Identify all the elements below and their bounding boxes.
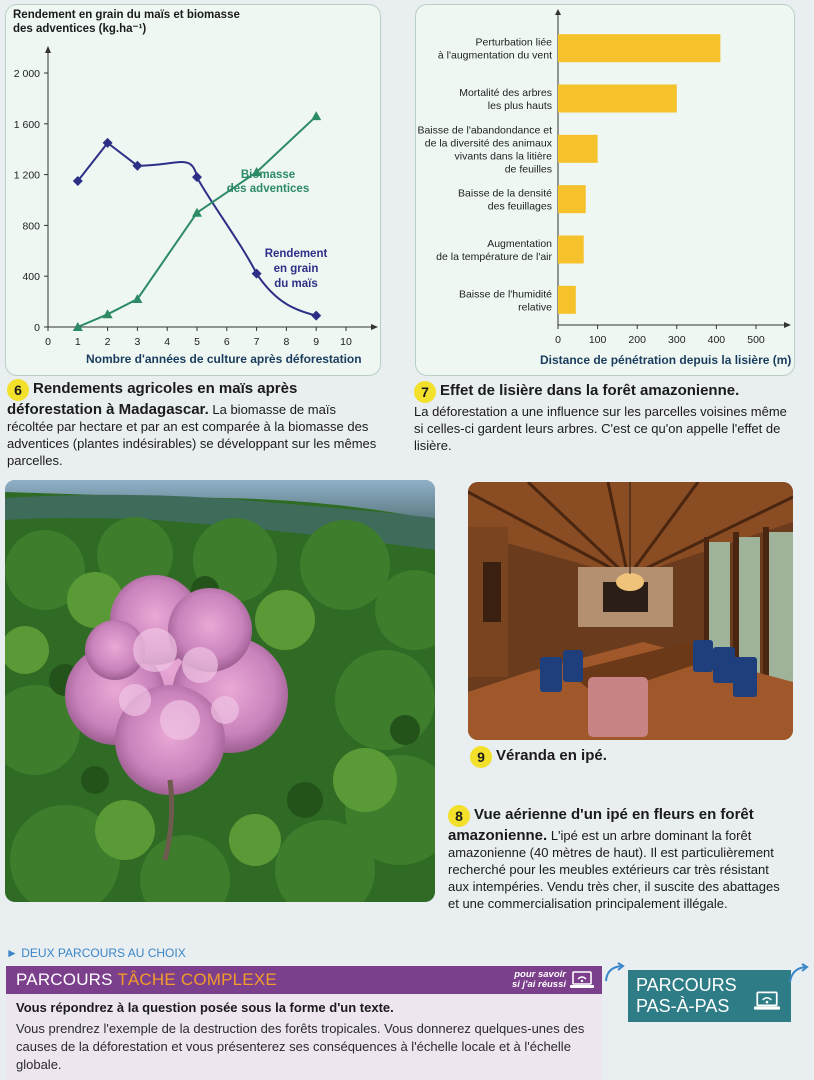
x-tick-label: 3 [134, 336, 141, 348]
x-tick-label: 7 [253, 336, 260, 348]
bar [558, 185, 586, 213]
y-axis-arrow [555, 9, 561, 15]
x-tick-label: 10 [340, 336, 352, 348]
y-axis-arrow [45, 46, 51, 53]
category-label: de feuilles [504, 163, 552, 176]
doc7-body: La déforestation a une influence sur les parcelles voisines même si celles-ci gardent leurs arbres. C'est ce qu'on appelle l'effet de lisière. [414, 404, 787, 453]
category-label: Baisse de l'abandondance et [417, 124, 552, 137]
category-label: Augmentation [487, 238, 552, 250]
x-tick-label: 500 [747, 334, 765, 346]
x-axis-arrow [784, 322, 791, 328]
x-tick-label: 9 [313, 336, 320, 348]
data-point-biomasse [103, 309, 113, 318]
series-label-rendement: en grain [273, 263, 319, 275]
x-axis-arrow [371, 324, 378, 330]
category-label: Baisse de l'humidité [458, 288, 552, 301]
category-label: les plus hauts [487, 100, 552, 112]
bar [558, 85, 677, 113]
category-label: Perturbation liée [475, 36, 552, 49]
series-label-rendement: du maïs [274, 278, 318, 290]
doc6-body: La biomasse de maïs récoltée par hectare et par an est comparée à la biomasse des adventices (plantes indésirables) se développant sur les mêmes parcelles. [7, 402, 377, 468]
series-label-biomasse: Biomasse [240, 169, 296, 181]
series-label-biomasse: des adventices [226, 183, 310, 195]
x-tick-label: 200 [628, 334, 646, 346]
veranda-photo [468, 482, 793, 740]
doc8-body: L'ipé est un arbre dominant la forêt amazonienne (40 mètres de haut). Il est particulièrement recherché pour les meubles extérieurs car très résistant aux intempéries. Vendu très cher, il suscite des abattages et une commercialisation principalement illégale. [448, 828, 780, 911]
doc6-caption [7, 379, 379, 469]
y-axis-label-line2: des adventices (kg.ha⁻¹) [13, 23, 147, 35]
edge-effect-chart [416, 5, 794, 375]
doc6-chart-panel [5, 4, 381, 376]
ipe-aerial-photo [5, 480, 435, 902]
series-label-rendement: Rendement [264, 248, 328, 260]
bar [558, 34, 720, 62]
deux-parcours-text: DEUX PARCOURS AU CHOIX [21, 946, 186, 960]
tache-complexe-label [16, 970, 277, 990]
pas-a-pas-line2: PAS-À-PAS [636, 996, 730, 1016]
pour-savoir-line1: pour savoir [514, 969, 566, 980]
bar [558, 236, 584, 264]
y-tick-label: 800 [22, 220, 40, 233]
tache-complexe-content [6, 994, 602, 1080]
doc6-title: Rendements agricoles en maïs après déforestation à Madagascar. [7, 380, 298, 418]
pour-savoir-note [494, 970, 566, 990]
category-label: vivants dans la litière [454, 150, 552, 163]
maize-yield-chart [6, 5, 380, 375]
category-label: Baisse de la densité [458, 187, 552, 200]
laptop-wifi-icon [754, 990, 780, 1012]
y-tick-label: 2 000 [13, 68, 40, 80]
category-label: de la diversité des animaux [424, 137, 552, 150]
bar [558, 135, 598, 163]
x-tick-label: 100 [588, 334, 607, 346]
x-tick-label: 1 [74, 336, 81, 348]
category-label: de la température de l'air [436, 251, 552, 263]
doc7-title: Effet de lisière dans la forêt amazonienne. [440, 382, 740, 399]
data-point-biomasse [192, 208, 202, 217]
doc7-number-badge: 7 [414, 381, 436, 403]
y-tick-label: 1 200 [13, 169, 40, 182]
doc8-caption [448, 805, 793, 912]
doc8-number-badge: 8 [448, 805, 470, 827]
y-axis-label-line1: Rendement en grain du maïs et biomasse [13, 9, 240, 21]
doc7-chart-panel [415, 4, 795, 376]
instructions-text: Vous prendrez l'exemple de la destruction des forêts tropicales. Vous donnerez quelques-unes des causes de la déforestation et vous présenterez ses conséquences à l'échelle locale et à l'échelle globale. [16, 1021, 585, 1072]
y-tick-label: 400 [22, 271, 40, 284]
x-tick-label: 0 [555, 334, 561, 346]
category-label: relative [518, 301, 552, 314]
tache-label-part1: PARCOURS [16, 970, 118, 989]
doc8-title: Vue aérienne d'un ipé en fleurs en forêt amazonienne. [448, 806, 754, 844]
y-tick-label: 1 600 [13, 118, 40, 131]
doc9-number-badge: 9 [470, 746, 492, 768]
tache-label-part2: TÂCHE COMPLEXE [117, 970, 277, 989]
curved-arrow-left-icon [603, 962, 625, 989]
category-label: des feuillages [487, 200, 552, 213]
doc6-number-badge: 6 [7, 379, 29, 401]
parcours-tache-complexe-banner[interactable] [6, 966, 602, 994]
x-tick-label: 6 [223, 336, 230, 348]
category-label: à l'augmentation du vent [437, 49, 552, 62]
x-tick-label: 400 [707, 334, 726, 346]
x-tick-label: 0 [45, 336, 51, 348]
x-tick-label: 2 [104, 336, 111, 348]
deux-parcours-label [6, 946, 186, 960]
bar [558, 286, 576, 314]
y-tick-label: 0 [34, 322, 40, 334]
data-point-rendement [311, 311, 321, 321]
data-point-biomasse [311, 111, 321, 120]
category-label: Mortalité des arbres [459, 87, 552, 99]
x-tick-label: 8 [283, 336, 290, 348]
x-tick-label: 5 [194, 336, 200, 348]
parcours-pas-a-pas-button[interactable] [628, 970, 791, 1022]
x-axis-label: Nombre d'années de culture après déforestation [86, 352, 362, 366]
data-point-rendement [192, 172, 202, 182]
x-axis-label: Distance de pénétration depuis la lisière (m) [540, 353, 792, 367]
pas-a-pas-line1: PARCOURS [636, 975, 737, 995]
arrow-right-icon: ► [6, 946, 18, 960]
question-text: Vous répondrez à la question posée sous la forme d'un texte. [16, 1000, 394, 1015]
pour-savoir-line2: si j'ai réussi [511, 979, 566, 990]
x-tick-label: 300 [668, 334, 686, 346]
curved-arrow-right-icon [786, 962, 810, 991]
doc7-caption [414, 381, 794, 454]
x-tick-label: 4 [164, 336, 171, 348]
doc9-caption [470, 746, 790, 768]
doc9-title: Véranda en ipé. [496, 747, 607, 764]
laptop-wifi-icon [570, 970, 594, 990]
